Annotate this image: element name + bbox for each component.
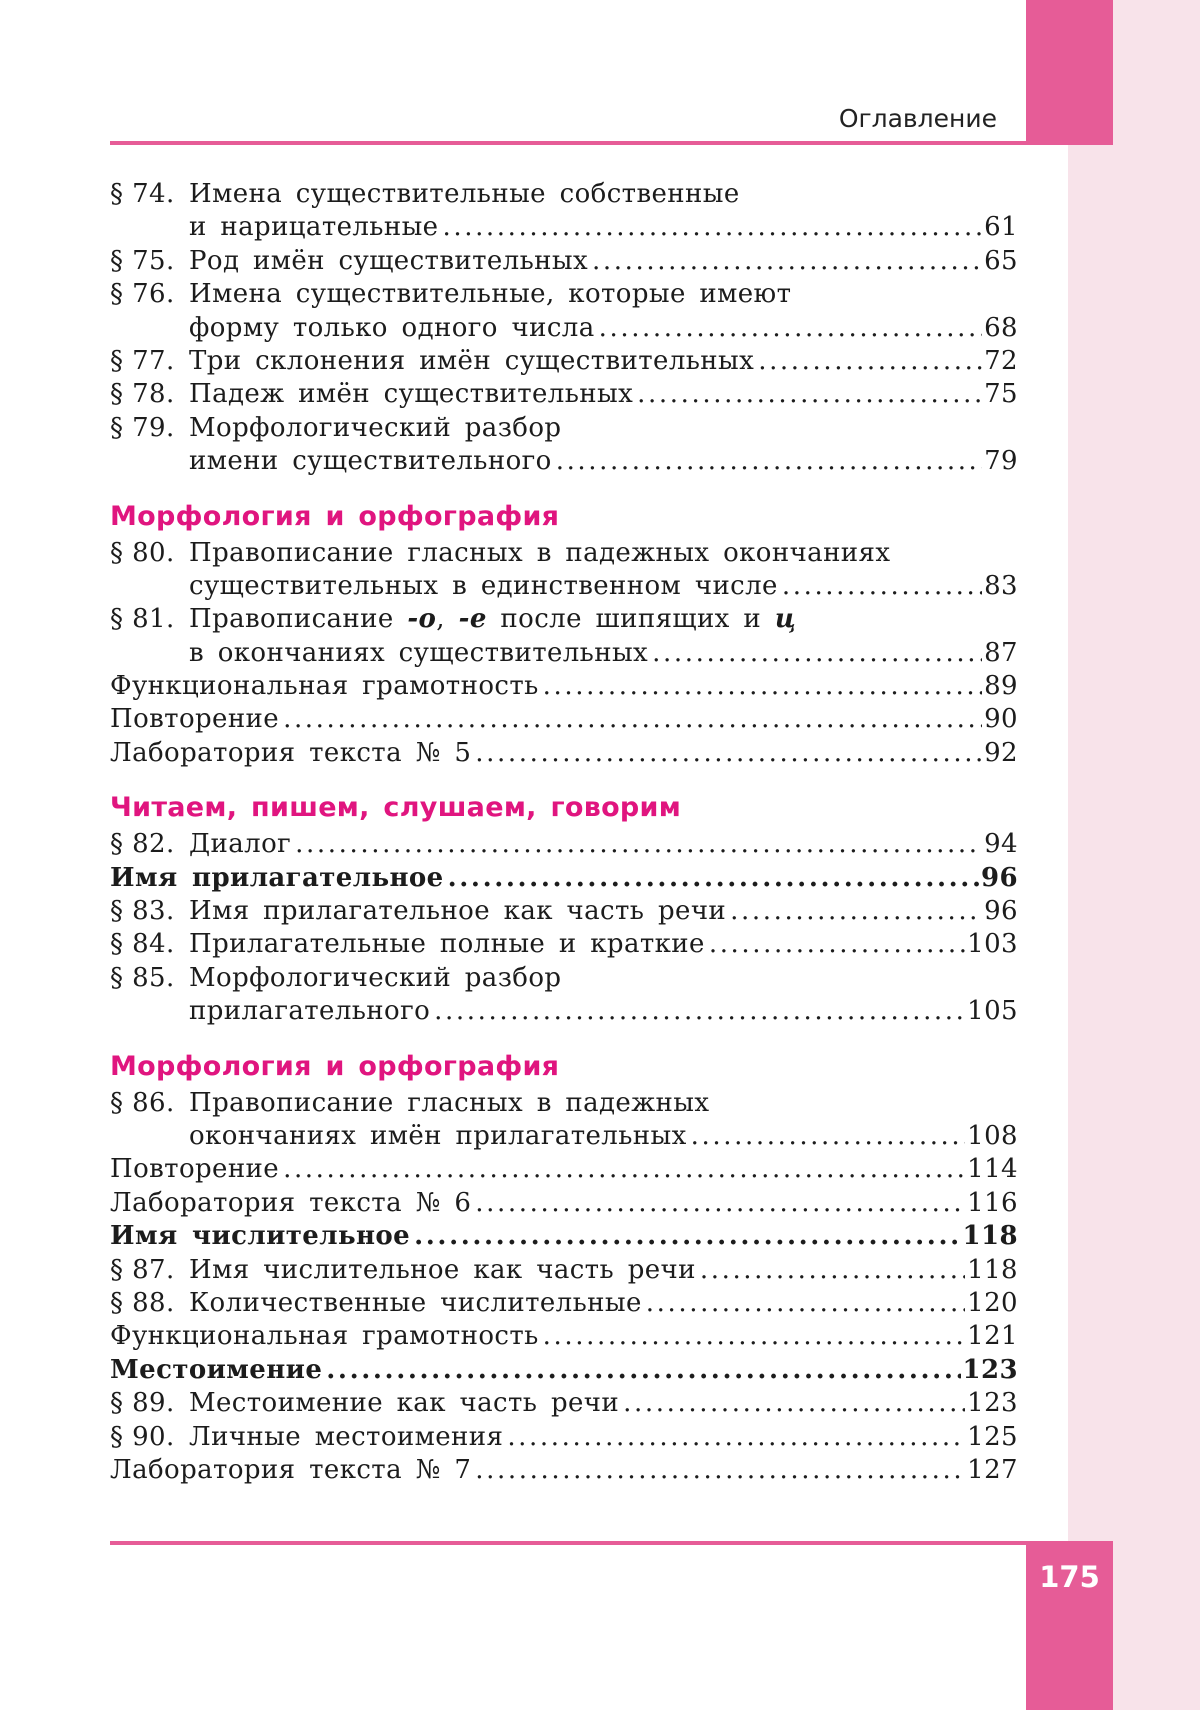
page-ref: 116 <box>967 1187 1018 1218</box>
ending-e: -е <box>458 604 487 635</box>
entry-title: Правописание гласных в падежных окончаниях <box>189 537 891 568</box>
entry-title: Род имён существительных <box>189 245 589 276</box>
toc-entry-81 <box>110 603 1018 636</box>
page-ref: 96 <box>984 896 1018 927</box>
page-ref: 87 <box>984 637 1018 668</box>
page-number: 175 <box>1039 1560 1100 1594</box>
toc-entry-77 <box>110 345 1018 378</box>
entry-title: Функциональная грамотность <box>110 671 539 702</box>
toc-chapter-pronoun <box>110 1354 1018 1387</box>
page-ref: 121 <box>967 1321 1018 1352</box>
page-ref: 65 <box>984 245 1018 276</box>
entry-title: Личные местоимения <box>189 1421 504 1452</box>
section-number: § 86. <box>110 1087 175 1118</box>
toc-entry-75 <box>110 245 1018 278</box>
toc-entry-79-cont <box>110 445 1018 478</box>
page-ref: 90 <box>984 704 1018 735</box>
page-ref: 79 <box>984 446 1018 477</box>
section-number: § 78. <box>110 379 175 410</box>
toc-entry-functional-literacy <box>110 670 1018 703</box>
section-number: § 80. <box>110 537 175 568</box>
dot-leader <box>599 312 983 345</box>
dot-leader <box>326 1354 960 1387</box>
entry-title: Местоимение как часть речи <box>189 1388 620 1419</box>
toc-entry-85 <box>110 962 1018 995</box>
page-ref: 105 <box>967 996 1018 1027</box>
entry-title: Морфологический разбор <box>189 412 562 443</box>
entry-title: Количественные числительные <box>189 1287 642 1318</box>
toc-entry-86-cont <box>110 1120 1018 1153</box>
dot-leader <box>592 245 982 278</box>
dot-leader <box>709 928 965 961</box>
chapter-title: Имя числительное <box>110 1221 411 1252</box>
dot-leader <box>414 1220 960 1253</box>
dot-leader <box>758 345 982 378</box>
entry-title: Повторение <box>110 1154 280 1185</box>
entry-title: существительных в единственном числе <box>189 570 778 601</box>
section-number: § 87. <box>110 1254 175 1285</box>
dot-leader <box>637 378 982 411</box>
entry-title: Функциональная грамотность <box>110 1321 539 1352</box>
entry-title: и нарицательные <box>189 212 439 243</box>
ending-o: -о <box>407 604 437 635</box>
page-ref: 123 <box>967 1388 1018 1419</box>
page-ref: 61 <box>984 212 1018 243</box>
page-ref: 118 <box>967 1254 1018 1285</box>
page-ref: 68 <box>984 312 1018 343</box>
toc-entry-80 <box>110 537 1018 570</box>
entry-title: в окончаниях существительных <box>189 637 649 668</box>
page-ref: 108 <box>967 1120 1018 1151</box>
toc-entry-text-lab-7 <box>110 1454 1018 1487</box>
header-rule <box>110 141 1113 145</box>
page-ref: 89 <box>984 671 1018 702</box>
entry-title: Повторение <box>110 704 280 735</box>
dot-leader <box>475 1454 965 1487</box>
toc-entry-79 <box>110 412 1018 445</box>
entry-title: Имена существительные, которые имеют <box>189 279 792 310</box>
page-title: Оглавление <box>838 104 997 133</box>
page-ref: 83 <box>984 570 1018 601</box>
section-heading: Морфология и орфография <box>110 500 560 532</box>
dot-leader <box>543 1320 966 1353</box>
page-side-band <box>1068 0 1200 1710</box>
section-number: § 85. <box>110 962 175 993</box>
section-number: § 79. <box>110 412 175 443</box>
toc-entry-76-cont <box>110 312 1018 345</box>
toc-entry-87 <box>110 1254 1018 1287</box>
toc-entry-83 <box>110 895 1018 928</box>
toc-entry-85-cont <box>110 995 1018 1028</box>
dot-leader <box>652 637 982 670</box>
toc-entry-84 <box>110 928 1018 961</box>
section-number: § 89. <box>110 1388 175 1419</box>
dot-leader <box>283 703 982 736</box>
toc-entry-81-cont <box>110 637 1018 670</box>
page-ref: 125 <box>967 1421 1018 1452</box>
entry-title <box>189 603 796 636</box>
entry-title: окончаниях имён прилагательных <box>189 1120 687 1151</box>
chapter-title: Имя прилагательное <box>110 862 444 893</box>
dot-leader <box>700 1254 965 1287</box>
toc-entry-80-cont <box>110 570 1018 603</box>
toc-entry-text-lab-5 <box>110 737 1018 770</box>
toc-entry-82 <box>110 828 1018 861</box>
section-number: § 84. <box>110 929 175 960</box>
entry-title: Имя числительное как часть речи <box>189 1254 696 1285</box>
entry-title: Диалог <box>189 829 292 860</box>
entry-title: Лаборатория текста № 5 <box>110 737 472 768</box>
section-number: § 83. <box>110 896 175 927</box>
table-of-contents <box>110 178 1018 1487</box>
toc-entry-text-lab-6 <box>110 1187 1018 1220</box>
entry-title: Правописание гласных в падежных <box>189 1087 710 1118</box>
letter-ts: ц <box>774 604 797 635</box>
chapter-title: Местоимение <box>110 1354 323 1385</box>
toc-entry-review <box>110 1153 1018 1186</box>
section-number: § 74. <box>110 179 175 209</box>
dot-leader <box>434 995 965 1028</box>
toc-entry-review <box>110 703 1018 736</box>
entry-title: Морфологический разбор <box>189 962 562 993</box>
toc-entry-74-cont <box>110 211 1018 244</box>
entry-title: Имена существительные собственные <box>189 179 740 209</box>
section-number: § 88. <box>110 1287 175 1318</box>
toc-entry-90 <box>110 1421 1018 1454</box>
dot-leader <box>646 1287 965 1320</box>
entry-text: после шипящих и <box>486 604 775 635</box>
entry-title: Падеж имён существительных <box>189 379 634 410</box>
toc-entry-76 <box>110 278 1018 311</box>
section-number: § 90. <box>110 1421 175 1452</box>
dot-leader <box>556 445 982 478</box>
footer-rule <box>110 1541 1113 1545</box>
page-ref: 118 <box>962 1221 1018 1252</box>
toc-entry-89 <box>110 1387 1018 1420</box>
toc-entry-86 <box>110 1087 1018 1120</box>
entry-title: Прилагательные полные и краткие <box>189 929 705 960</box>
page-ref: 75 <box>984 379 1018 410</box>
dot-leader <box>283 1153 965 1186</box>
entry-text: Правописание <box>189 604 408 635</box>
page-ref: 114 <box>967 1154 1018 1185</box>
section-heading: Морфология и орфография <box>110 1050 560 1082</box>
section-number: § 82. <box>110 829 175 860</box>
page-ref: 92 <box>984 737 1018 768</box>
entry-title: Три склонения имён существительных <box>189 345 755 376</box>
dot-leader <box>442 211 982 244</box>
toc-entry-78 <box>110 378 1018 411</box>
dot-leader <box>730 895 982 928</box>
dot-leader <box>782 570 982 603</box>
dot-leader <box>448 862 979 895</box>
entry-title: Имя прилагательное как часть речи <box>189 896 727 927</box>
toc-entry-74 <box>110 178 1018 211</box>
dot-leader <box>295 828 982 861</box>
dot-leader <box>623 1387 965 1420</box>
toc-chapter-numeral <box>110 1220 1018 1253</box>
page-ref: 127 <box>967 1454 1018 1485</box>
header-tab <box>1026 0 1113 144</box>
toc-chapter-adjective <box>110 862 1018 895</box>
section-number: § 81. <box>110 604 175 635</box>
section-heading: Читаем, пишем, слушаем, говорим <box>110 792 682 824</box>
entry-title: Лаборатория текста № 6 <box>110 1187 472 1218</box>
dot-leader <box>507 1421 965 1454</box>
toc-entry-functional-literacy <box>110 1320 1018 1353</box>
entry-title: имени существительного <box>189 446 552 477</box>
page-ref: 94 <box>984 829 1018 860</box>
comma: , <box>436 604 459 635</box>
page-ref: 72 <box>984 345 1018 376</box>
dot-leader <box>691 1120 966 1153</box>
page-ref: 120 <box>967 1287 1018 1318</box>
dot-leader <box>543 670 982 703</box>
section-number: § 76. <box>110 279 175 310</box>
page-ref: 96 <box>981 862 1018 893</box>
entry-title: Лаборатория текста № 7 <box>110 1454 472 1485</box>
entry-title: прилагательного <box>189 996 431 1027</box>
toc-entry-88 <box>110 1287 1018 1320</box>
section-number: § 75. <box>110 245 175 276</box>
page-ref: 103 <box>967 929 1018 960</box>
dot-leader <box>475 737 982 770</box>
entry-title: форму только одного числа <box>189 312 595 343</box>
dot-leader <box>475 1187 965 1220</box>
section-number: § 77. <box>110 345 175 376</box>
page-ref: 123 <box>962 1354 1018 1385</box>
